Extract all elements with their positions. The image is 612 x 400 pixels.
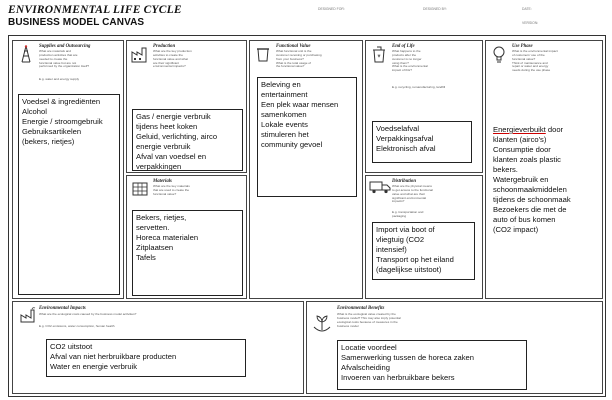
canvas-title: ENVIRONMENTAL LIFE CYCLE: [8, 4, 182, 16]
distribution-title: Distribution: [392, 179, 416, 184]
end-of-life-title: End of Life: [392, 44, 415, 49]
materials-icon: [130, 179, 150, 199]
environmental-impacts-block: [12, 301, 304, 394]
truck-icon: [369, 180, 389, 200]
end-of-life-description: What happens to the products after the customer is no longer using them? What is the environmental impact of this?: [392, 49, 428, 73]
environmental-benefits-sticky-note[interactable]: Locatie voordeel Samenwerking tussen de horeca zaken Afvalscheiding Invoeren van herbruikbare bekers: [337, 340, 527, 390]
use-phase-title: Use Phase: [512, 44, 533, 49]
canvas-subtitle: BUSINESS MODEL CANVAS: [8, 17, 145, 28]
supplies-description: What are materials and production activities that are needed to create the functional value but are not performed by the organization itself?: [39, 49, 90, 69]
end-of-life-example: E.g. recycling, remanufacturing, landfill: [392, 85, 446, 89]
designed-for-label: DESIGNED FOR:: [318, 7, 345, 11]
materials-title: Materials: [153, 179, 172, 184]
production-title: Production: [153, 44, 176, 49]
materials-sticky-note[interactable]: Bekers, rietjes, servetten. Horeca materialen Zitplaatsen Tafels: [132, 210, 243, 296]
use-phase-block: [485, 40, 603, 299]
functional-value-title: Functional Value: [276, 44, 311, 49]
environmental-benefits-description: What is the ecological value created by the business model? This may also imply potential ecological costs because of measures in the business model: [337, 312, 401, 328]
smokestack-icon: [19, 306, 37, 324]
environmental-benefits-title: Environmental Benefits: [337, 306, 385, 311]
environmental-impacts-example: E.g. CO2 emissions, water consumption, human health: [39, 324, 115, 328]
distribution-example: E.g. transportation and packaging: [392, 210, 424, 218]
supplies-title: Supplies and Outsourcing: [39, 44, 91, 49]
date-label: DATE:: [522, 7, 532, 11]
functional-value-block: [249, 40, 363, 299]
lightbulb-icon: [489, 44, 509, 64]
environmental-impacts-sticky-note[interactable]: CO2 uitstoot Afval van niet herbruikbare producten Water en energie verbruik: [46, 339, 246, 377]
materials-description: What are the key materials that are used to create the functional value?: [153, 184, 190, 196]
materials-block: [126, 175, 247, 299]
cup-icon: [253, 44, 273, 64]
tower-icon: [16, 44, 36, 64]
production-block: [126, 40, 247, 173]
supplies-block: [12, 40, 124, 299]
end-of-life-block: [365, 40, 483, 173]
functional-value-sticky-note[interactable]: Beleving en entertainment Een plek waar mensen samenkomen Lokale events stimuleren het community gevoel: [257, 77, 357, 197]
use-phase-description: What is the environmental impact of customers' use of the functional value? Think of maintenance and repair or water and energy needs during the use phase: [512, 49, 558, 73]
distribution-block: [365, 175, 483, 299]
supplies-sticky-note[interactable]: Voedsel & ingrediënten Alcohol Energie / stroomgebruik Gebruiksartikelen (bekers, rietjes): [18, 94, 120, 295]
distribution-description: What are the physical means to get access to the functional value and what are their significant environmental impacts?: [392, 184, 433, 204]
functional-value-description: What functional unit is the customer receiving or purchasing from your business? What is the total usage of the functional value?: [276, 49, 322, 69]
plant-hands-icon: [311, 312, 333, 334]
distribution-sticky-note[interactable]: Import via boot of vliegtuig (CO2 intensief) Transport op het eiland (dagelijkse uitstoot): [372, 222, 475, 280]
production-description: What are the key production activities to create the functional value and what are their significant environmental impacts?: [153, 49, 192, 69]
version-label: VERSION:: [522, 21, 539, 25]
environmental-impacts-description: What are the ecological costs caused by the business model activities?: [39, 312, 137, 316]
spellcheck-underlined-word: Energieverbuikt: [493, 125, 546, 134]
supplies-example: E.g. water and energy supply: [39, 77, 80, 81]
environmental-impacts-title: Environmental Impacts: [39, 306, 86, 311]
environmental-benefits-block: [306, 301, 603, 394]
use-phase-sticky-note[interactable]: Energieverbuikt door klanten (airco's) Consumptie door klanten zoals plastic bekers. Watergebruik en schoonmaakmiddelen tijdens de schoonmaak Bezoekers die met de auto of bus komen (CO2 impact): [489, 122, 600, 258]
end-of-life-sticky-note[interactable]: Voedselafval Verpakkingsafval Elektronisch afval: [372, 121, 472, 163]
factory-icon: [130, 44, 150, 64]
designed-by-label: DESIGNED BY:: [423, 7, 447, 11]
production-sticky-note[interactable]: Gas / energie verbruik tijdens heet koken Geluid, verlichting, airco energie verbruik Afval van voedsel en verpakkingen: [132, 109, 243, 171]
trash-bin-icon: [369, 44, 389, 64]
